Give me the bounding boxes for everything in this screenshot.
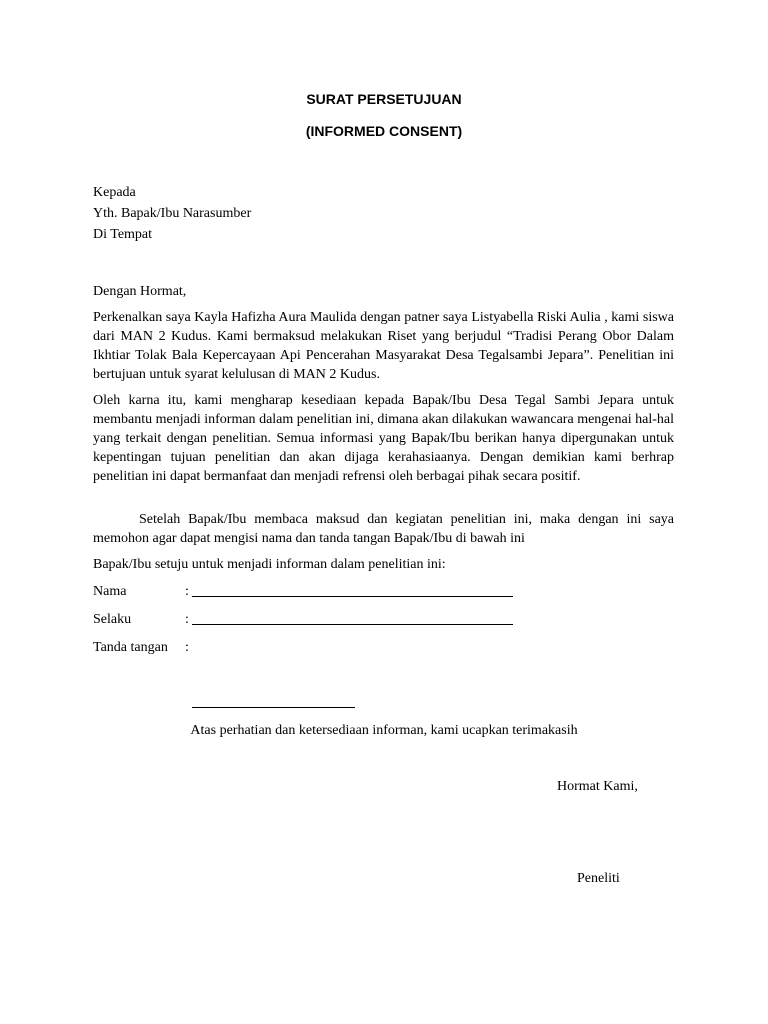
address-line-1: Kepada: [93, 185, 136, 200]
signature-field-colon: :: [185, 640, 189, 655]
signature-field-label: Tanda tangan: [93, 640, 168, 655]
name-field-line: [192, 596, 513, 597]
position-field-colon: :: [185, 612, 189, 627]
name-field-label: Nama: [93, 584, 127, 599]
document-subtitle: (INFORMED CONSENT): [305, 123, 463, 139]
address-line-2: Yth. Bapak/Ibu Narasumber: [93, 206, 252, 221]
paragraph-introduction: Perkenalkan saya Kayla Hafizha Aura Maulida dengan patner saya Listyabella Riski Aulia , kami siswa dari MAN 2 Kudus. Kami bermaksud melakukan Riset yang berjudul “Tradisi Perang Obor Dalam Ikhtiar Tolak Bala Kepercayaan Api Pencerahan Masyarakat Desa Tegalsambi Jepara”. Penelitian ini bertujuan untuk syarat kelulusan di MAN 2 Kudus.: [93, 310, 674, 382]
address-line-3: Di Tempat: [93, 227, 153, 242]
position-field-label: Selaku: [93, 612, 132, 627]
greeting: Dengan Hormat,: [93, 284, 187, 299]
name-field-colon: :: [185, 584, 189, 599]
paragraph-instruction: Setelah Bapak/Ibu membaca maksud dan kegiatan penelitian ini, maka dengan ini saya memohon agar dapat mengisi nama dan tanda tangan Bapak/Ibu di bawah ini: [93, 512, 674, 546]
position-field-line: [192, 624, 513, 625]
closing-statement: Atas perhatian dan ketersediaan informan, kami ucapkan terimakasih: [190, 723, 578, 738]
regards-text: Hormat Kami,: [557, 779, 638, 794]
signer-text: Peneliti: [577, 871, 620, 886]
signature-line: [192, 707, 355, 708]
consent-statement: Bapak/Ibu setuju untuk menjadi informan dalam penelitian ini:: [93, 557, 446, 572]
document-title: SURAT PERSETUJUAN: [306, 91, 462, 107]
paragraph-request: Oleh karna itu, kami mengharap kesediaan kepada Bapak/Ibu Desa Tegal Sambi Jepara untuk membantu menjadi informan dalam penelitian ini, dimana akan dilakukan wawancara mengenai hal-hal yang terkait dengan penelitian. Semua informasi yang Bapak/Ibu berikan hanya dipergunakan untuk kepentingan tujuan penelitian dan akan dijaga kerahasiaanya. Dengan demikian kami berhrap penelitian ini dapat bermanfaat dan menjadi refrensi oleh berbagai pihak secara positif.: [93, 393, 674, 484]
